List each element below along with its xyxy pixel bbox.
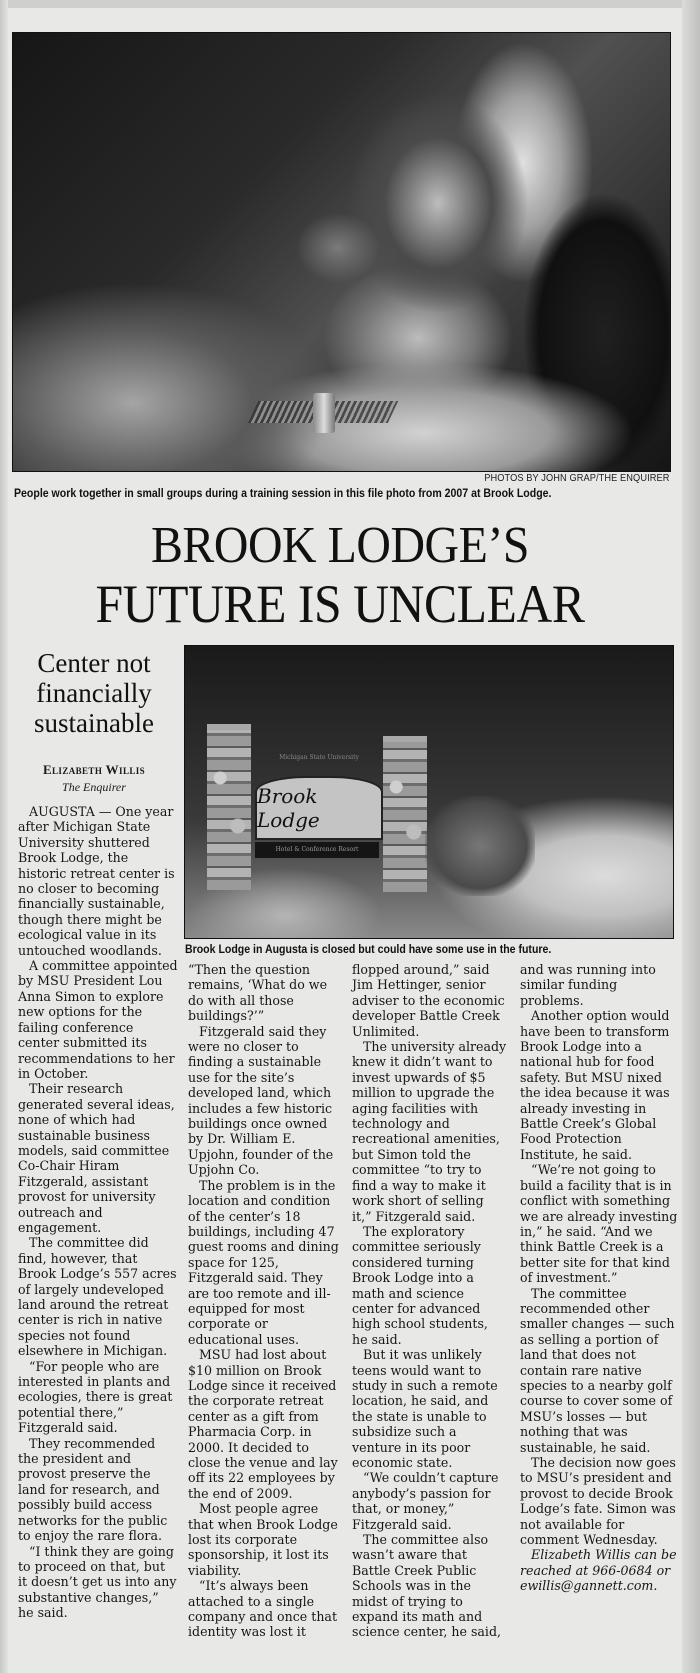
sign-photo-caption: Brook Lodge in Augusta is closed but could have some use in the future. (185, 942, 552, 956)
paragraph: MSU had lost about $10 million on Brook Lodge since it received the corporate retreat center as a gift from Pharmacia Corp. in 2000. It decided to close the venue and lay off its 22 employees by the end of 2009. (188, 1347, 338, 1501)
sign-bottom-text: Hotel & Conference Resort (255, 842, 379, 858)
paragraph: The problem is in the location and condition of the center’s 18 buildings, including 47 guest rooms and dining space for 125, Fitzgerald said. They are too remote and ill-equipped for most corporate or educational uses. (188, 1177, 339, 1347)
stone-pillar-left (207, 724, 251, 890)
paragraph: The committee recommended other smaller changes — such as selling a portion of land that does not contain rare native species to a nearby golf course to cover some of MSU’s losses — but nothing that was sustainable, he said. (520, 1285, 675, 1455)
shrub-graphic (425, 796, 535, 896)
paragraph: “We’re not going to build a facility that is in conflict with something we are already investing in,” he said. “And we think Battle Creek is a better site for that kind of investment.” (520, 1162, 678, 1286)
paragraph: and was running into similar funding problems. (520, 962, 656, 1008)
paragraph: “Then the question remains, ‘What do we do with all those buildings?’” (188, 962, 328, 1024)
article-column-4 (520, 962, 680, 1594)
author-contact: Elizabeth Willis can be reached at 966-0684 or ewillis@gannett.com. (520, 1547, 677, 1594)
paragraph: The decision now goes to MSU’s president and provost to decide Brook Lodge’s fate. Simon was not available for comment Wednesday. (520, 1455, 676, 1548)
page-edge-right (682, 0, 700, 1673)
page-edge-left (0, 0, 8, 1673)
paragraph: They recommended the president and provost preserve the land for research, and possibly build access networks for the public to enjoy the rare flora. (18, 1435, 168, 1544)
article-column-1 (18, 804, 178, 1621)
soda-can-graphic (313, 393, 335, 433)
paragraph: But it was unlikely teens would want to study in such a remote location, he said, and the state is unable to subsidize such a venture in its poor economic state. (352, 1347, 498, 1470)
paragraph: “For people who are interested in plants and ecologies, there is great potential there,” Fitzgerald said. (18, 1358, 173, 1436)
paragraph: AUGUSTA — One year after Michigan State University shuttered Brook Lodge, the historic retreat center is no closer to becoming financially sustainable, though there might be ecological value in its untouched woodlands. (18, 804, 175, 958)
photo-credit: PHOTOS BY JOHN GRAP/THE ENQUIRER (484, 472, 670, 484)
paragraph: “We couldn’t capture anybody’s passion for that, or money,” Fitzgerald said. (352, 1470, 499, 1532)
brook-lodge-sign-photo (184, 645, 674, 939)
subheadline: Center not financially sustainable (34, 648, 154, 738)
paragraph: Another option would have been to transform Brook Lodge into a national hub for food safety. But MSU nixed the idea because it was already investing in Battle Creek’s Global Food Protection Institute, he said. (520, 1008, 670, 1162)
article-column-2 (188, 962, 343, 1640)
article-column-3 (352, 962, 507, 1640)
byline-author: Elizabeth Willis (42, 762, 146, 777)
paragraph: “I think they are going to proceed on that, but it doesn’t get us into any substantive changes,” he said. (18, 1543, 177, 1621)
headline-line-2: FUTURE IS UNCLEAR (95, 574, 585, 634)
paragraph: The committee also wasn’t aware that Battle Creek Public Schools was in the midst of trying to expand its math and science center, he said, (352, 1532, 502, 1640)
paragraph: Fitzgerald said they were no closer to finding a sustainable use for the site’s developed land, which includes a few historic buildings once owned by Dr. William E. Upjohn, founder of the Upjohn Co. (188, 1023, 334, 1178)
training-session-photo (12, 32, 671, 472)
headline-line-1: BROOK LODGE’S (150, 517, 530, 574)
brook-lodge-sign: Brook Lodge (255, 776, 383, 840)
byline-organization: The Enquirer (62, 780, 126, 794)
paragraph: The exploratory committee seriously considered turning Brook Lodge into a math and science center for advanced high school students, he said. (352, 1223, 488, 1347)
paragraph: Most people agree that when Brook Lodge lost its corporate sponsorship, it lost its viability. (188, 1501, 338, 1578)
paragraph: A committee appointed by MSU President Lou Anna Simon to explore new options for the failing conference center submitted its recommendations to her in October. (18, 958, 178, 1081)
top-photo-caption: People work together in small groups during a training session in this file photo from 2007 at Brook Lodge. (14, 486, 552, 500)
paragraph: “It’s always been attached to a single company and once that identity was lost it (188, 1578, 338, 1640)
sign-top-text: Michigan State University (279, 754, 359, 761)
stone-pillar-right (383, 736, 427, 892)
page-edge-top (0, 0, 700, 8)
paragraph: flopped around,” said Jim Hettinger, senior adviser to the economic developer Battle Creek Unlimited. (352, 962, 505, 1039)
paragraph: The committee did find, however, that Brook Lodge’s 557 acres of largely undeveloped land around the retreat center is rich in native species not found elsewhere in Michigan. (18, 1235, 177, 1359)
paragraph: Their research generated several ideas, none of which had sustainable business models, said committee Co-Chair Hiram Fitzgerald, assistant provost for university outreach and engagement. (18, 1081, 175, 1235)
paragraph: The university already knew it didn’t want to invest upwards of $5 million to upgrade the aging facilities with technology and recreational amenities, but Simon told the committee “to try to find a way to make it work short of selling it,” Fitzgerald said. (352, 1039, 507, 1224)
